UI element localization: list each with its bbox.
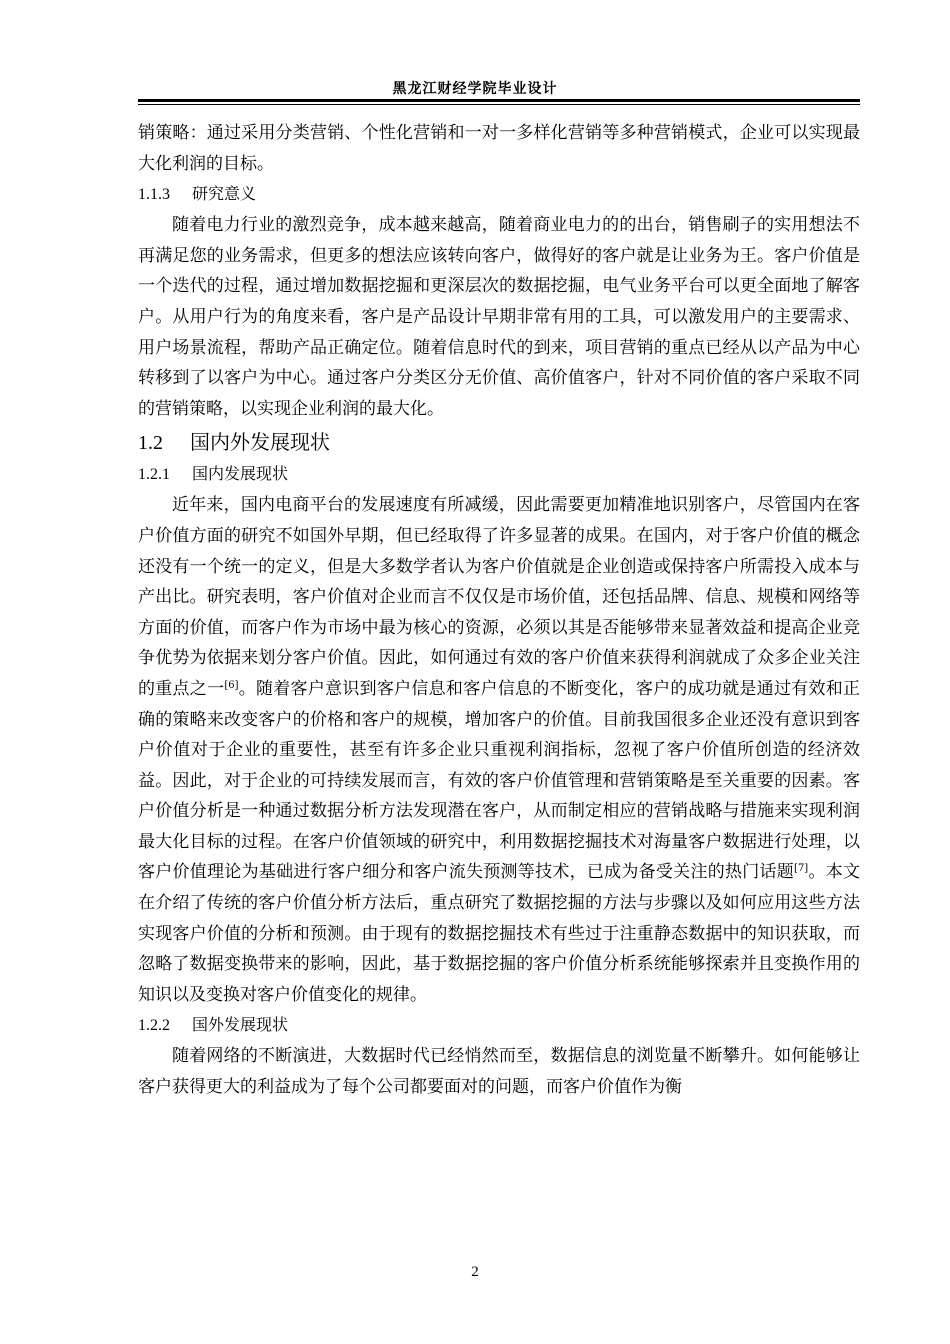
body-text bbox=[138, 118, 860, 1103]
heading-1-2 bbox=[138, 426, 860, 459]
page-number: 2 bbox=[471, 1264, 479, 1280]
paragraph-part: 。本文在介绍了传统的客户价值分析方法后，重点研究了数据挖掘的方法与步骤以及如何应用这些方法实现客户价值的分析和预测。由于现有的数据挖掘技术有些过于注重静态数据中的知识获取，而忽略了数据变换带来的影响，因此，基于数据挖掘的客户价值分析系统能够探索并且变换作用的知识以及变换对客户价值变化的规律。 bbox=[138, 862, 861, 1005]
heading-1-2-1 bbox=[138, 459, 860, 490]
heading-number: 1.2.1 bbox=[138, 466, 170, 484]
paragraph-research-significance: 随着电力行业的激烈竞争，成本越来越高，随着商业电力的的出台，销售刷子的实用想法不再满足您的业务需求，但更多的想法应该转向客户，做得好的客户就是让业务为王。客户价值是一个迭代的过程，通过增加数据挖掘和更深层次的数据挖掘，电气业务平台可以更全面地了解客户。从用户行为的角度来看，客户是产品设计早期非常有用的工具，可以激发用户的主要需求、用户场景流程，帮助产品正确定位。随着信息时代的到来，项目营销的重点已经从以产品为中心转移到了以客户为中心。通过客户分类区分无价值、高价值客户，针对不同价值的客户采取不同的营销策略，以实现企业利润的最大化。 bbox=[138, 215, 860, 419]
paragraph-part: 近年来，国内电商平台的发展速度有所减缓，因此需要更加精准地识别客户，尽管国内在客户价值方面的研究不如国外早期，但已经取得了许多显著的成果。在国内，对于客户价值的概念还没有一个统一的定义，但是大多数学者认为客户价值就是企业创造或保持客户所需投入成本与产出比。研究表明，客户价值对企业而言不仅仅是市场价值，还包括品牌、信息、规模和网络等方面的价值，而客户作为市场中最为核心的资源，必须以其是否能够带来显著效益和提高企业竞争优势为依据来划分客户价值。因此，如何通过有效的客户价值来获得利润就成了众多企业关注的重点之一 bbox=[138, 495, 860, 699]
citation-7: [7] bbox=[794, 863, 809, 875]
heading-number: 1.2 bbox=[138, 432, 163, 455]
heading-1-2-2 bbox=[138, 1010, 860, 1041]
heading-text: 国内外发展现状 bbox=[190, 430, 330, 455]
heading-text: 国内发展现状 bbox=[192, 464, 289, 484]
paragraph-foreign-status: 随着网络的不断演进，大数据时代已经悄然而至，数据信息的浏览量不断攀升。如何能够让客户获得更大的利益成为了每个公司都要面对的问题，而客户价值作为衡 bbox=[138, 1046, 860, 1098]
heading-1-1-3 bbox=[138, 179, 860, 210]
header-rule-thick bbox=[138, 99, 860, 102]
paragraph-continuation: 销策略：通过采用分类营销、个性化营销和一对一多样化营销等多种营销模式，企业可以实现最大化利润的目标。 bbox=[138, 123, 860, 174]
page-header: 黑龙江财经学院毕业设计 bbox=[392, 81, 558, 97]
header-rule-thin bbox=[138, 104, 860, 105]
heading-text: 国外发展现状 bbox=[192, 1015, 289, 1035]
heading-text: 研究意义 bbox=[192, 184, 257, 204]
heading-number: 1.2.2 bbox=[138, 1017, 170, 1035]
heading-number: 1.1.3 bbox=[138, 186, 170, 204]
paragraph-domestic-status bbox=[138, 490, 860, 1010]
citation-6: [6] bbox=[224, 679, 239, 691]
paragraph-part: 。随着客户意识到客户信息和客户信息的不断变化，客户的成功就是通过有效和正确的策略来改变客户的价格和客户的规模，增加客户的价值。目前我国很多企业还没有意识到客户价值对于企业的重要性，甚至有许多企业只重视利润指标，忽视了客户价值所创造的经济效益。因此，对于企业的可持续发展而言，有效的客户价值管理和营销策略是至关重要的因素。客户价值分析是一种通过数据分析方法发现潜在客户，从而制定相应的营销战略与措施来实现利润最大化目标的过程。在客户价值领域的研究中，利用数据挖掘技术对海量客户数据进行处理，以客户价值理论为基础进行客户细分和客户流失预测等技术，已成为备受关注的热门话题 bbox=[138, 678, 861, 883]
